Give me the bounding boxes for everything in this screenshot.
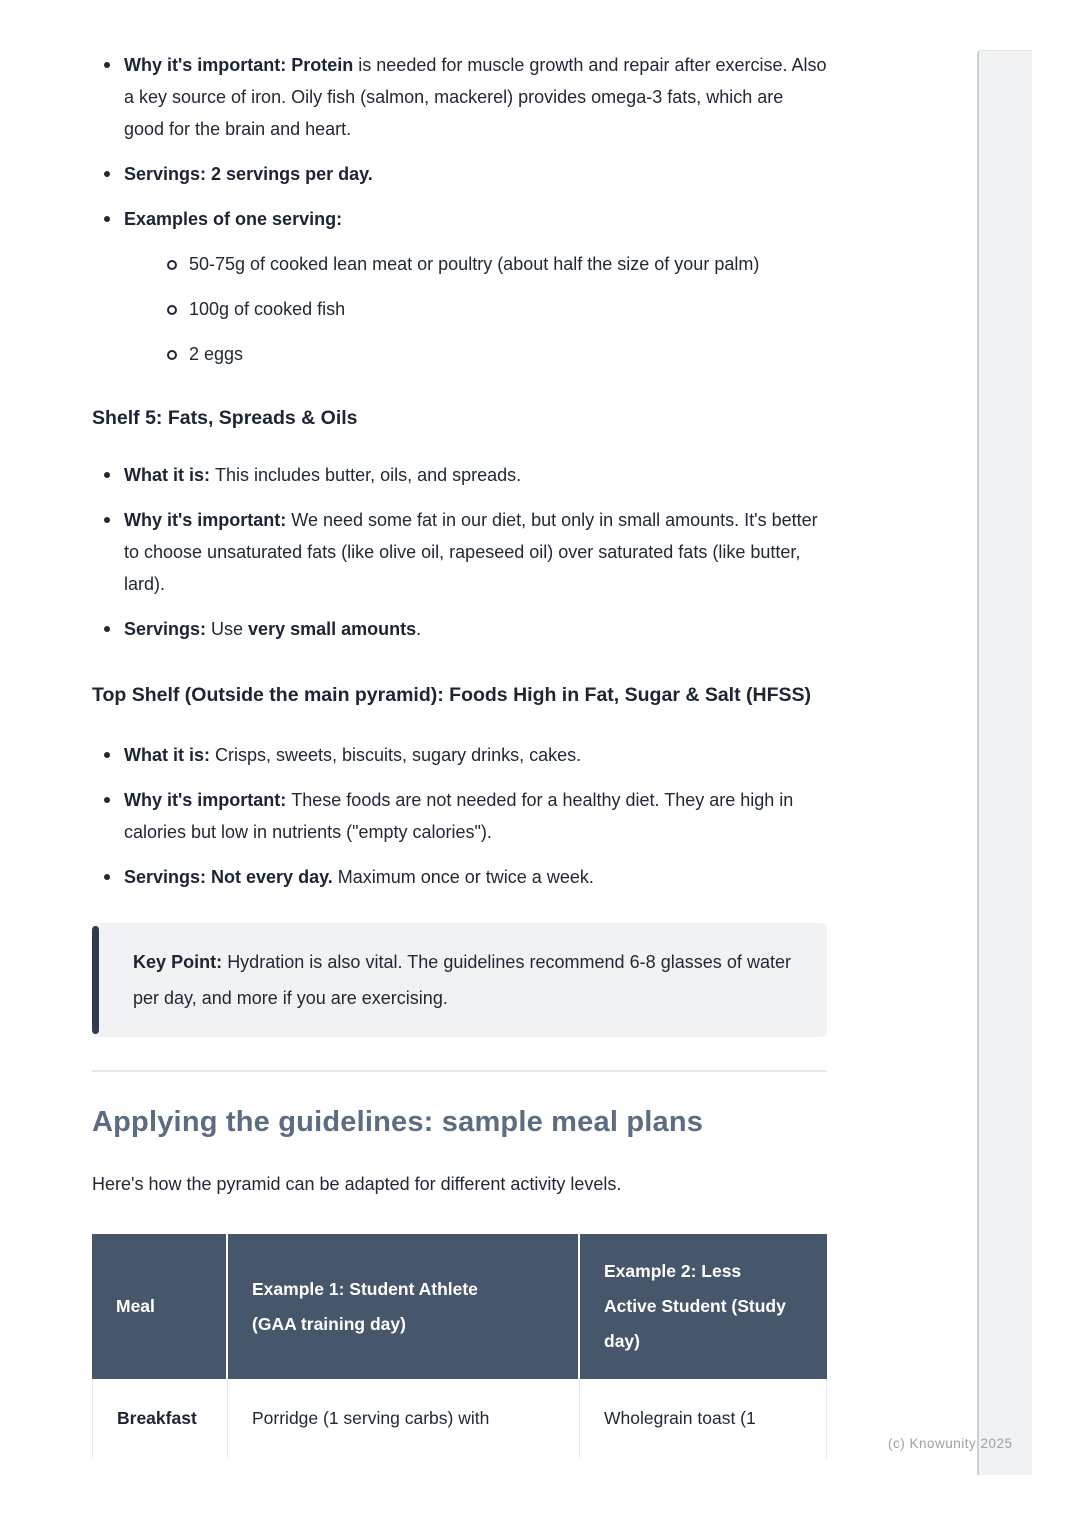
section-divider <box>92 1070 827 1072</box>
bullet-text: Crisps, sweets, biscuits, sugary drinks, cakes. <box>215 745 582 765</box>
bullet-bold-lead: Servings: <box>124 619 212 639</box>
table-header-meal: Meal <box>92 1234 228 1379</box>
shelf5-bullet-list <box>92 459 827 645</box>
bullet-text: These foods are not needed for a healthy diet. They are high in calories but low in nutrients ("empty calories"). <box>124 790 794 842</box>
key-point-callout <box>92 923 827 1037</box>
meal-table-container <box>92 1234 827 1459</box>
bullet-bold-lead: Examples of one serving: <box>124 209 343 229</box>
sub-bullet-item <box>157 338 827 370</box>
bullet-bold-lead: Why it's important: Protein <box>124 55 359 75</box>
bullet-text: We need some fat in our diet, but only in small amounts. It's better to choose unsaturated fats (like olive oil, rapeseed oil) over saturated fats (like butter, lard). <box>124 510 818 594</box>
bullet-item-why-important <box>92 504 827 600</box>
bullet-item-examples <box>92 203 827 370</box>
bullet-item-what <box>92 739 827 771</box>
document-page-content <box>92 0 827 1459</box>
bullet-text: . <box>416 619 422 639</box>
bullet-item-servings <box>92 861 827 893</box>
sub-bullet-item <box>157 248 827 280</box>
bullet-item-servings <box>92 158 827 190</box>
meal-plans-section-title: Applying the guidelines: sample meal plans <box>92 1106 704 1138</box>
protein-bullet-list <box>92 49 827 370</box>
bullet-text: is needed for muscle growth and repair after exercise. Also a key source of iron. Oily fish (salmon, mackerel) provides omega-3 fats, which are good for the brain and heart. <box>124 55 827 139</box>
sub-bullet-text: 50-75g of cooked lean meat or poultry (about half the size of your palm) <box>189 254 760 274</box>
bullet-item-servings <box>92 613 827 645</box>
bullet-bold-lead: What it is: <box>124 465 215 485</box>
bullet-item-what <box>92 459 827 491</box>
bullet-bold-lead: Why it's important: <box>124 790 292 810</box>
bullet-bold-lead: Servings: 2 servings per day. <box>124 164 373 184</box>
bullet-item-why-important <box>92 784 827 848</box>
bullet-bold-lead: Why it's important: <box>124 510 292 530</box>
bullet-item-why-important <box>92 49 827 145</box>
shelf5-heading: Shelf 5: Fats, Spreads & Oils <box>92 407 358 429</box>
examples-sublist <box>157 248 827 370</box>
sub-bullet-item <box>157 293 827 325</box>
bullet-text: Use <box>211 619 249 639</box>
table-cell-example1: Porridge (1 serving carbs) with <box>228 1379 580 1459</box>
meal-plans-intro: Here's how the pyramid can be adapted for different activity levels. <box>92 1174 622 1194</box>
table-header-example1: Example 1: Student Athlete (GAA training day) <box>228 1234 580 1379</box>
table-cell-meal: Breakfast <box>92 1379 228 1459</box>
bullet-bold-lead: Servings: Not every day. <box>124 867 338 887</box>
table-row-breakfast <box>92 1379 827 1459</box>
bullet-bold-lead: What it is: <box>124 745 215 765</box>
bullet-text: Maximum once or twice a week. <box>337 867 594 887</box>
callout-accent-bar <box>92 926 99 1034</box>
sub-bullet-text: 2 eggs <box>189 344 244 364</box>
key-point-text: Hydration is also vital. The guidelines recommend 6-8 glasses of water per day, and more if you are exercising. <box>133 952 791 1008</box>
key-point-label: Key Point: <box>133 952 228 972</box>
table-header-row <box>92 1234 827 1379</box>
table-header-example2: Example 2: Less Active Student (Study day) <box>580 1234 827 1379</box>
sub-bullet-text: 100g of cooked fish <box>189 299 346 319</box>
watermark: (c) Knowunity 2025 <box>888 1436 1013 1451</box>
bullet-text: This includes butter, oils, and spreads. <box>215 465 522 485</box>
top-shelf-heading: Top Shelf (Outside the main pyramid): Foods High in Fat, Sugar & Salt (HFSS) <box>92 684 811 706</box>
meal-plan-table <box>92 1234 827 1459</box>
table-cell-example2: Wholegrain toast (1 <box>580 1379 827 1459</box>
bullet-bold-emphasis: very small amounts <box>248 619 417 639</box>
top-shelf-bullet-list <box>92 739 827 893</box>
right-page-gutter <box>977 50 1032 1475</box>
